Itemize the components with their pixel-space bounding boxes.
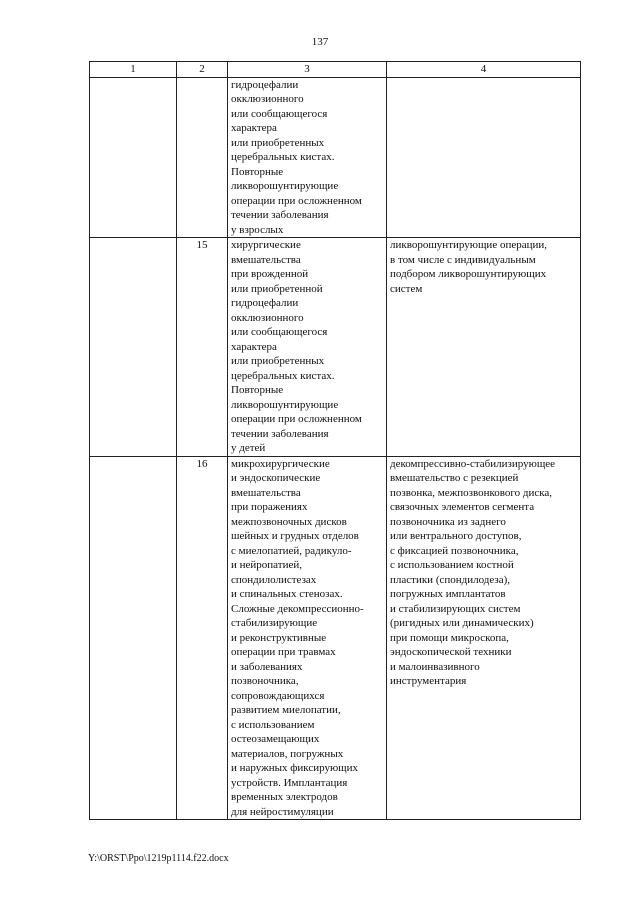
cell-line: при помощи микроскопа,: [390, 631, 509, 644]
table-row: [90, 77, 581, 238]
cell-line: ликворошунтирующие: [231, 398, 339, 411]
cell-line: позвонка, межпозвонкового диска,: [390, 486, 553, 499]
cell-line: течении заболевания: [231, 427, 329, 440]
cell-line: и стабилизирующих систем: [390, 602, 521, 615]
cell-line: с использованием: [231, 718, 315, 731]
cell-description: [228, 77, 387, 238]
cell-line: или приобретенных: [231, 136, 325, 149]
cell-line: или сообщающегося: [231, 326, 328, 338]
header-cell: 3: [228, 62, 387, 78]
cell-line: у детей: [231, 442, 266, 454]
cell-line: характера: [231, 340, 277, 353]
cell-line: инструментария: [390, 675, 467, 687]
cell-number: 15: [177, 238, 228, 457]
cell-line: и нейропатией,: [231, 559, 302, 571]
cell-line: операции при осложненном: [231, 413, 362, 425]
main-table: [89, 61, 581, 820]
cell-line: гидроцефалии: [231, 78, 299, 91]
cell-line: окклюзионного: [231, 93, 304, 105]
file-path-footer: Y:\ORST\Ppo\1219p1114.f22.docx: [88, 853, 229, 864]
cell-method: [387, 238, 581, 457]
cell-line: позвоночника,: [231, 675, 299, 687]
cell-line: (ригидных или динамических): [390, 617, 534, 629]
cell-line: церебральных кистах.: [231, 369, 335, 382]
cell-line: при врожденной: [231, 268, 309, 280]
cell-line: и эндоскопические: [231, 472, 321, 484]
cell-line: связочных элементов сегмента: [390, 501, 535, 513]
cell-number: [177, 77, 228, 238]
header-cell: 2: [177, 62, 228, 78]
cell-line: или приобретенных: [231, 355, 325, 367]
cell-line: спондилолистезах: [231, 573, 317, 586]
cell-number: 16: [177, 456, 228, 820]
cell-line: развитием миелопатии,: [231, 704, 341, 716]
cell-line: для нейростимуляции: [231, 805, 334, 818]
cell-line: сопровождающихся: [231, 689, 325, 702]
cell-col1: [90, 238, 177, 457]
cell-method: [387, 77, 581, 238]
cell-line: церебральных кистах.: [231, 151, 335, 163]
cell-line: устройств. Имплантация: [231, 776, 348, 789]
cell-line: вмешательства: [231, 253, 301, 266]
cell-line: с фиксацией позвоночника,: [390, 544, 519, 557]
cell-line: операции при травмах: [231, 646, 336, 658]
cell-line: течении заболевания: [231, 209, 329, 221]
cell-method: [387, 456, 581, 820]
cell-line: или вентрального доступов,: [390, 530, 522, 542]
cell-line: гидроцефалии: [231, 297, 299, 309]
cell-line: и малоинвазивного: [390, 660, 480, 673]
cell-line: микрохирургические: [231, 457, 330, 470]
header-cell: 4: [387, 62, 581, 78]
header-cell: 1: [90, 62, 177, 78]
cell-line: и реконструктивные: [231, 631, 327, 644]
cell-line: погружных имплантатов: [390, 588, 506, 600]
cell-description: [228, 456, 387, 820]
cell-line: декомпрессивно-стабилизирующее: [390, 457, 556, 470]
cell-line: и заболеваниях: [231, 660, 303, 673]
cell-line: материалов, погружных: [231, 747, 344, 760]
cell-line: или приобретенной: [231, 282, 323, 295]
cell-line: Повторные: [231, 384, 284, 396]
cell-line: с использованием костной: [390, 559, 514, 571]
cell-line: у взрослых: [231, 223, 284, 236]
cell-line: стабилизирующие: [231, 617, 318, 629]
cell-line: вмешательство с резекцией: [390, 472, 519, 484]
cell-line: ликворошунтирующие операции,: [390, 239, 548, 251]
cell-line: с миелопатией, радикуло-: [231, 544, 352, 557]
cell-line: позвоночника из заднего: [390, 515, 506, 528]
cell-line: межпозвоночных дисков: [231, 515, 347, 528]
cell-line: шейных и грудных отделов: [231, 530, 359, 542]
cell-line: окклюзионного: [231, 311, 304, 324]
cell-line: характера: [231, 122, 277, 134]
cell-line: в том числе с индивидуальным: [390, 253, 536, 266]
cell-line: Сложные декомпрессионно-: [231, 602, 364, 615]
cell-line: и спинальных стенозах.: [231, 588, 343, 600]
cell-line: пластики (спондилодеза),: [390, 573, 511, 586]
cell-line: систем: [390, 282, 423, 295]
cell-line: вмешательства: [231, 486, 301, 499]
cell-line: временных электродов: [231, 791, 338, 803]
cell-line: хирургические: [231, 239, 301, 251]
cell-col1: [90, 77, 177, 238]
cell-line: остеозамещающих: [231, 733, 320, 745]
cell-line: эндоскопической техники: [390, 646, 512, 658]
table-row: [90, 456, 581, 820]
cell-line: при поражениях: [231, 501, 308, 513]
cell-line: ликворошунтирующие: [231, 180, 339, 192]
cell-line: или сообщающегося: [231, 107, 328, 120]
cell-line: и наружных фиксирующих: [231, 762, 359, 774]
header-row: [90, 62, 581, 78]
cell-line: Повторные: [231, 165, 284, 178]
cell-line: подбором ликворошунтирующих: [390, 268, 547, 280]
table-row: [90, 238, 581, 457]
cell-line: операции при осложненном: [231, 194, 362, 207]
cell-col1: [90, 456, 177, 820]
page-number: 137: [311, 36, 329, 48]
cell-description: [228, 238, 387, 457]
